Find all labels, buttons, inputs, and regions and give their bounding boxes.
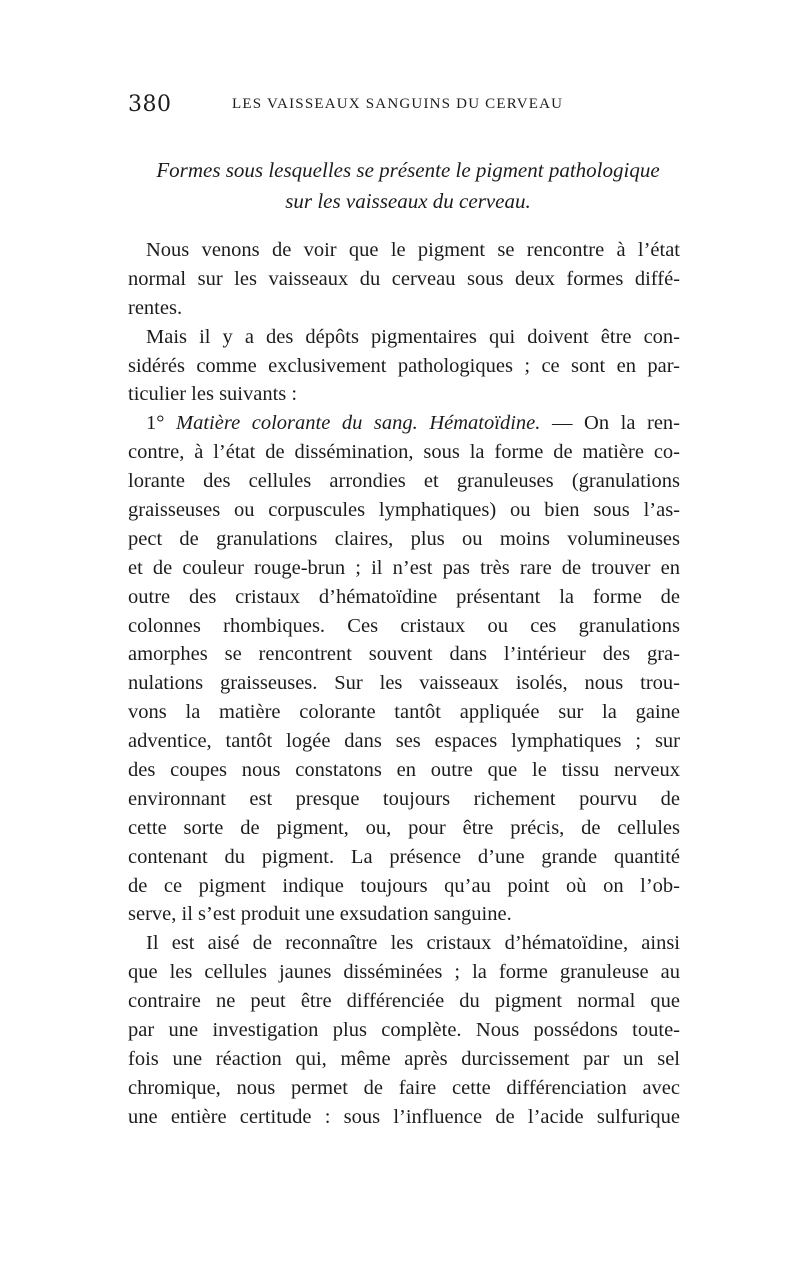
text-line: nulations graisseuses. Sur les vaisseaux isolés, nous trou-: [128, 672, 680, 695]
item-number: 1°: [146, 412, 165, 435]
text-line: graisseuses ou corpuscules lymphatiques) ou bien sous l’as-: [128, 499, 680, 522]
text-line: environnant est presque toujours richement pourvu de: [128, 787, 680, 810]
text-line: ticulier les suivants :: [128, 383, 298, 406]
section-title-line: sur les vaisseaux du cerveau.: [285, 189, 531, 213]
text-line: Mais il y a des dépôts pigmentaires qui doivent être con-: [146, 325, 680, 348]
text-line: une entière certitude : sous l’influence de l’acide sulfurique: [128, 1105, 680, 1128]
section-title: [128, 155, 688, 217]
text-line: adventice, tantôt logée dans ses espaces lymphatiques ; sur: [128, 730, 680, 753]
text-line: et de couleur rouge-brun ; il n’est pas très rare de trouver en: [128, 556, 680, 579]
italic-heading: Matière colorante du sang. Hématoïdine.: [176, 412, 541, 435]
text-line: lorante des cellules arrondies et granuleuses (granulations: [128, 470, 680, 493]
text-line: vons la matière colorante tantôt appliquée sur la gaine: [128, 701, 680, 724]
text-line: rentes.: [128, 296, 183, 319]
text-line: contre, à l’état de dissémination, sous la forme de matière co-: [128, 441, 680, 464]
text-line: Il est aisé de reconnaître les cristaux d’hématoïdine, ainsi: [146, 932, 680, 955]
text-line: par une investigation plus complète. Nous possédons toute-: [128, 1019, 680, 1042]
heading-rest: — On la ren-: [551, 412, 681, 435]
text-line-heading: [128, 409, 680, 438]
page-number: 380: [128, 92, 172, 117]
text-line: contraire ne peut être différenciée du pigment normal que: [128, 990, 680, 1013]
text-line: que les cellules jaunes disséminées ; la forme granuleuse au: [128, 961, 680, 984]
text-line: contenant du pigment. La présence d’une grande quantité: [128, 845, 680, 868]
running-title: LES VAISSEAUX SANGUINS DU CERVEAU: [232, 96, 564, 112]
running-head: [128, 92, 688, 122]
text-line: normal sur les vaisseaux du cerveau sous deux formes diffé-: [128, 267, 680, 290]
text-line: colonnes rhombiques. Ces cristaux ou ces granulations: [128, 614, 680, 637]
text-line: cette sorte de pigment, ou, pour être précis, de cellules: [128, 816, 680, 839]
text-line: amorphes se rencontrent souvent dans l’intérieur des gra-: [128, 643, 680, 666]
text-line: fois une réaction qui, même après durcissement par un sel: [128, 1047, 680, 1070]
text-line: outre des cristaux d’hématoïdine présentant la forme de: [128, 585, 680, 608]
text-line: Nous venons de voir que le pigment se rencontre à l’état: [146, 239, 680, 261]
section-title-line: Formes sous lesquelles se présente le pigment pathologique: [156, 158, 660, 182]
text-line: pect de granulations claires, plus ou moins volumineuses: [128, 527, 680, 550]
text-line: sidérés comme exclusivement pathologiques ; ce sont en par-: [128, 354, 680, 377]
text-line: chromique, nous permet de faire cette différenciation avec: [128, 1076, 680, 1099]
text-line: serve, il s’est produit une exsudation sanguine.: [128, 903, 512, 926]
body-text: [128, 236, 680, 1132]
text-line: de ce pigment indique toujours qu’au point où on l’ob-: [128, 874, 680, 897]
text-line: des coupes nous constatons en outre que le tissu nerveux: [128, 759, 680, 782]
